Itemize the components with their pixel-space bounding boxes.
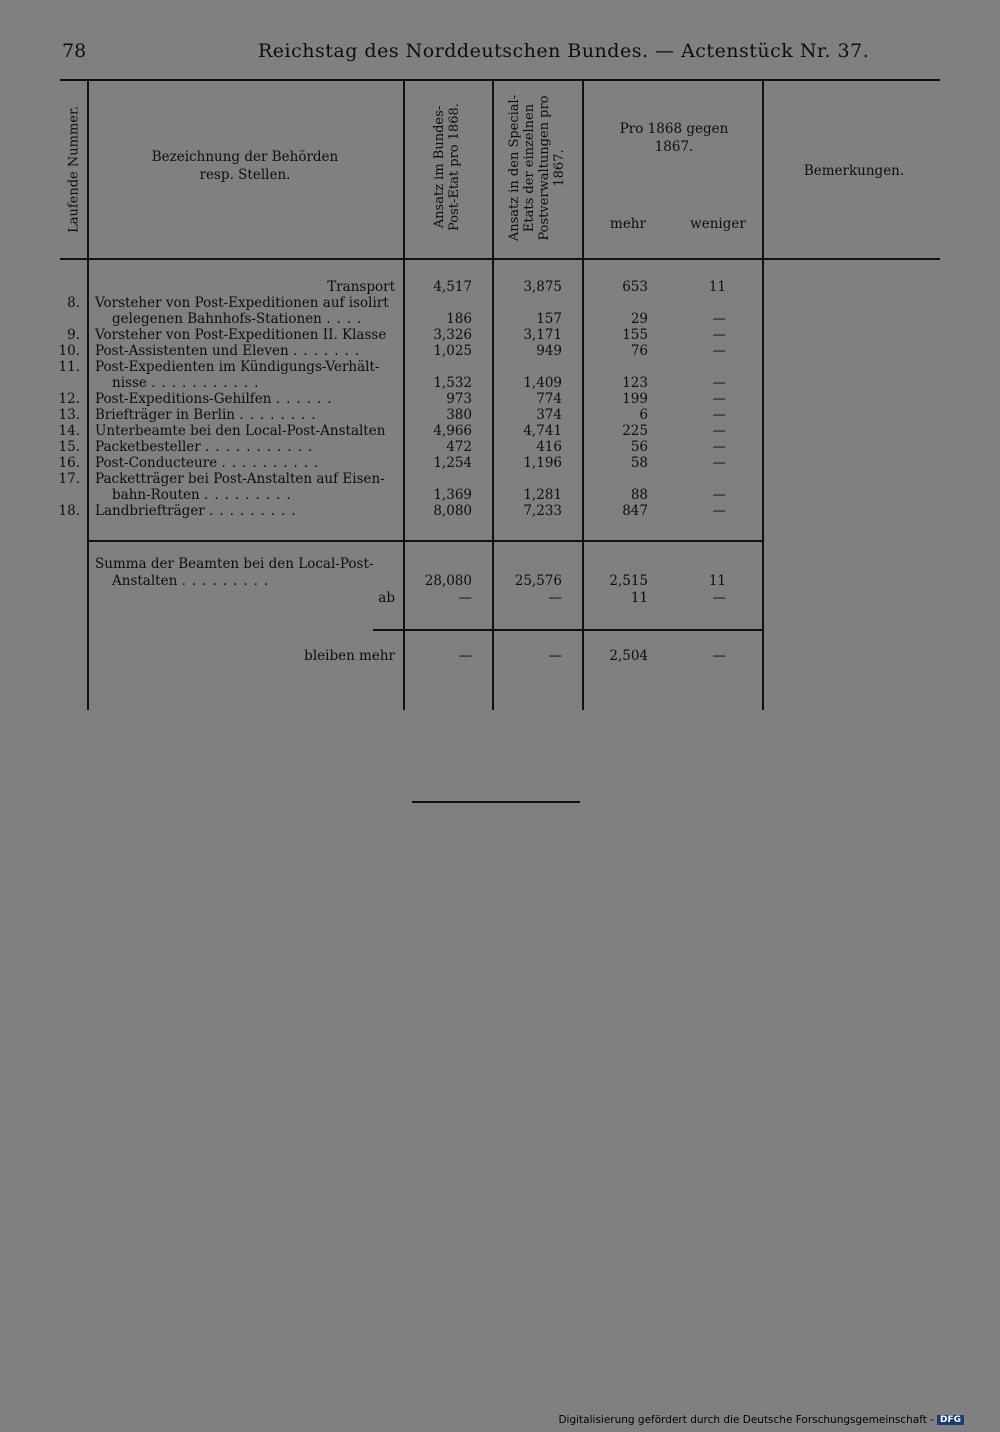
row-label-text: Post-Assistenten und Eleven: [95, 343, 289, 359]
cell-c2: 949: [536, 343, 562, 359]
row-label: Post-Expedienten im Kündigungs-Verhält-: [95, 359, 380, 375]
cell-c3: 56: [630, 439, 648, 455]
cell-c3: 6: [639, 407, 648, 423]
row-number: 13.: [58, 407, 80, 423]
cell-c4: —: [712, 648, 726, 664]
cell-c4: 11: [708, 573, 726, 589]
cell-c4: —: [712, 487, 726, 503]
cell-c1: 8,080: [433, 503, 472, 519]
cell-c2: 157: [536, 311, 562, 327]
row-number: 11.: [58, 359, 80, 375]
cell-c2: 3,875: [523, 279, 562, 295]
row-label: Vorsteher von Post-Expeditionen auf isolirt: [95, 295, 389, 311]
cell-c2: —: [548, 590, 562, 606]
header-mehr: mehr: [610, 216, 646, 232]
row-number: 10.: [58, 343, 80, 359]
row-label: [95, 503, 395, 519]
cell-c2: 416: [536, 439, 562, 455]
row-label-text: Packetbesteller: [95, 439, 201, 455]
footer-text: Digitalisierung gefördert durch die Deutsche Forschungsgemeinschaft -: [558, 1414, 934, 1426]
summa-label-cont: [112, 573, 412, 589]
row-label-cont: [112, 487, 412, 503]
cell-c2: 774: [536, 391, 562, 407]
header-laufende-nummer: Laufende Nummer.: [66, 106, 82, 233]
header-ansatz-special-line3: Postverwaltungen pro: [537, 95, 552, 241]
running-title: Reichstag des Norddeutschen Bundes. — Actenstück Nr. 37.: [258, 40, 870, 62]
row-number: 12.: [58, 391, 80, 407]
header-ansatz-bundes-line1: Ansatz im Bundes-: [432, 105, 447, 229]
cell-c4: —: [712, 311, 726, 327]
cell-c4: 11: [708, 279, 726, 295]
cell-c1: 186: [446, 311, 472, 327]
transport-label: Transport: [327, 279, 395, 295]
dot-leader: ...........: [205, 439, 319, 455]
row-label: Packetträger bei Post-Anstalten auf Eisen-: [95, 471, 385, 487]
cell-c3: 76: [630, 343, 648, 359]
cell-c4: —: [712, 343, 726, 359]
cell-c2: 25,576: [514, 573, 562, 589]
header-pro-line2: 1867.: [654, 139, 694, 155]
cell-c4: —: [712, 407, 726, 423]
row-label-text: Landbriefträger: [95, 503, 205, 519]
cell-c3: 29: [630, 311, 648, 327]
row-label: [95, 407, 395, 423]
dot-leader: ........: [239, 407, 322, 423]
cell-c1: 3,326: [433, 327, 472, 343]
header-weniger: weniger: [690, 216, 746, 232]
cell-c2: 1,196: [523, 455, 562, 471]
cell-c2: 1,409: [523, 375, 562, 391]
cell-c1: 1,254: [433, 455, 472, 471]
cell-c3: 11: [630, 590, 648, 606]
row-number: 15.: [58, 439, 80, 455]
row-number: 16.: [58, 455, 80, 471]
header-pro-line1: Pro 1868 gegen: [619, 121, 729, 137]
row-number: 9.: [67, 327, 80, 343]
dot-leader: .........: [181, 573, 275, 589]
header-pro-1868: [588, 120, 760, 156]
row-number: 8.: [67, 295, 80, 311]
cell-c3: 199: [622, 391, 648, 407]
ab-label: ab: [378, 590, 395, 606]
header-bemerkungen: Bemerkungen.: [803, 163, 905, 179]
cell-c1: 28,080: [424, 573, 472, 589]
column-rule: [492, 80, 494, 710]
cell-c1: 973: [446, 391, 472, 407]
cell-c1: 1,369: [433, 487, 472, 503]
cell-c2: —: [548, 648, 562, 664]
cell-c1: 4,517: [433, 279, 472, 295]
cell-c2: 7,233: [523, 503, 562, 519]
header-bottom-rule: [60, 258, 940, 260]
cell-c3: 225: [622, 423, 648, 439]
cell-c3: 123: [622, 375, 648, 391]
header-ansatz-special-line1: Ansatz in den Special-: [507, 94, 522, 242]
row-label-cont: [112, 311, 412, 327]
header-ansatz-special: [507, 93, 567, 243]
cell-c3: 653: [622, 279, 648, 295]
end-rule: [412, 801, 580, 803]
header-ansatz-bundes-line2: Post-Etat pro 1868.: [447, 103, 462, 231]
column-rule: [582, 80, 584, 710]
dfg-logo: DFG: [937, 1415, 964, 1425]
row-number: 18.: [58, 503, 80, 519]
cell-c4: —: [712, 590, 726, 606]
column-rule: [403, 80, 405, 710]
header-ansatz-bundes: [432, 97, 462, 237]
dot-leader: .........: [204, 487, 297, 503]
row-label-line2: gelegenen Bahnhofs-Stationen: [112, 311, 322, 327]
cell-c1: —: [458, 648, 472, 664]
cell-c4: —: [712, 423, 726, 439]
bleiben-label: bleiben mehr: [304, 648, 395, 664]
table-top-rule: [60, 79, 940, 81]
footer-credit: [558, 1414, 964, 1426]
header-ansatz-special-line4: 1867.: [552, 149, 567, 187]
row-label-text: Briefträger in Berlin: [95, 407, 235, 423]
dot-leader: ..........: [221, 455, 325, 471]
cell-c4: —: [712, 455, 726, 471]
cell-c2: 374: [536, 407, 562, 423]
row-label: [95, 455, 395, 471]
cell-c4: —: [712, 391, 726, 407]
cell-c3: 58: [630, 455, 648, 471]
row-label: [95, 439, 395, 455]
cell-c3: 88: [630, 487, 648, 503]
ab-rule: [373, 629, 762, 631]
row-label: [95, 343, 395, 359]
cell-c4: —: [712, 503, 726, 519]
cell-c1: 380: [446, 407, 472, 423]
cell-c1: 472: [446, 439, 472, 455]
row-label: Vorsteher von Post-Expeditionen II. Klasse: [95, 327, 387, 343]
cell-c4: —: [712, 327, 726, 343]
cell-c2: 4,741: [523, 423, 562, 439]
cell-c3: 2,504: [609, 648, 648, 664]
dot-leader: .......: [293, 343, 366, 359]
row-label-line2: bahn-Routen: [112, 487, 200, 503]
cell-c1: 1,532: [433, 375, 472, 391]
cell-c3: 155: [622, 327, 648, 343]
cell-c3: 847: [622, 503, 648, 519]
dot-leader: .........: [209, 503, 302, 519]
column-rule: [87, 80, 89, 710]
cell-c1: 1,025: [433, 343, 472, 359]
summa-rule: [88, 540, 762, 542]
cell-c3: 2,515: [609, 573, 648, 589]
summa-label: Summa der Beamten bei den Local-Post-: [95, 556, 374, 572]
column-rule: [762, 80, 764, 710]
header-bezeichnung: [95, 148, 395, 184]
dot-leader: ...........: [151, 375, 265, 391]
cell-c4: —: [712, 439, 726, 455]
row-label-cont: [112, 375, 412, 391]
header-ansatz-special-line2: Etats der einzelnen: [522, 103, 537, 233]
header-bezeichnung-line1: Bezeichnung der Behörden: [151, 149, 339, 165]
row-number: 14.: [58, 423, 80, 439]
header-bezeichnung-line2: resp. Stellen.: [199, 167, 291, 183]
row-label: [95, 391, 395, 407]
cell-c2: 1,281: [523, 487, 562, 503]
dot-leader: ......: [275, 391, 338, 407]
row-label-text: Post-Conducteure: [95, 455, 218, 471]
cell-c1: —: [458, 590, 472, 606]
row-label: Unterbeamte bei den Local-Post-Anstalten: [95, 423, 386, 439]
row-label-text: Post-Expeditions-Gehilfen: [95, 391, 272, 407]
row-number: 17.: [58, 471, 80, 487]
cell-c4: —: [712, 375, 726, 391]
cell-c2: 3,171: [523, 327, 562, 343]
row-label-line2: nisse: [112, 375, 147, 391]
cell-c1: 4,966: [433, 423, 472, 439]
dot-leader: ....: [326, 311, 368, 327]
page-number: 78: [62, 40, 87, 62]
summa-label-line2: Anstalten: [112, 573, 178, 589]
